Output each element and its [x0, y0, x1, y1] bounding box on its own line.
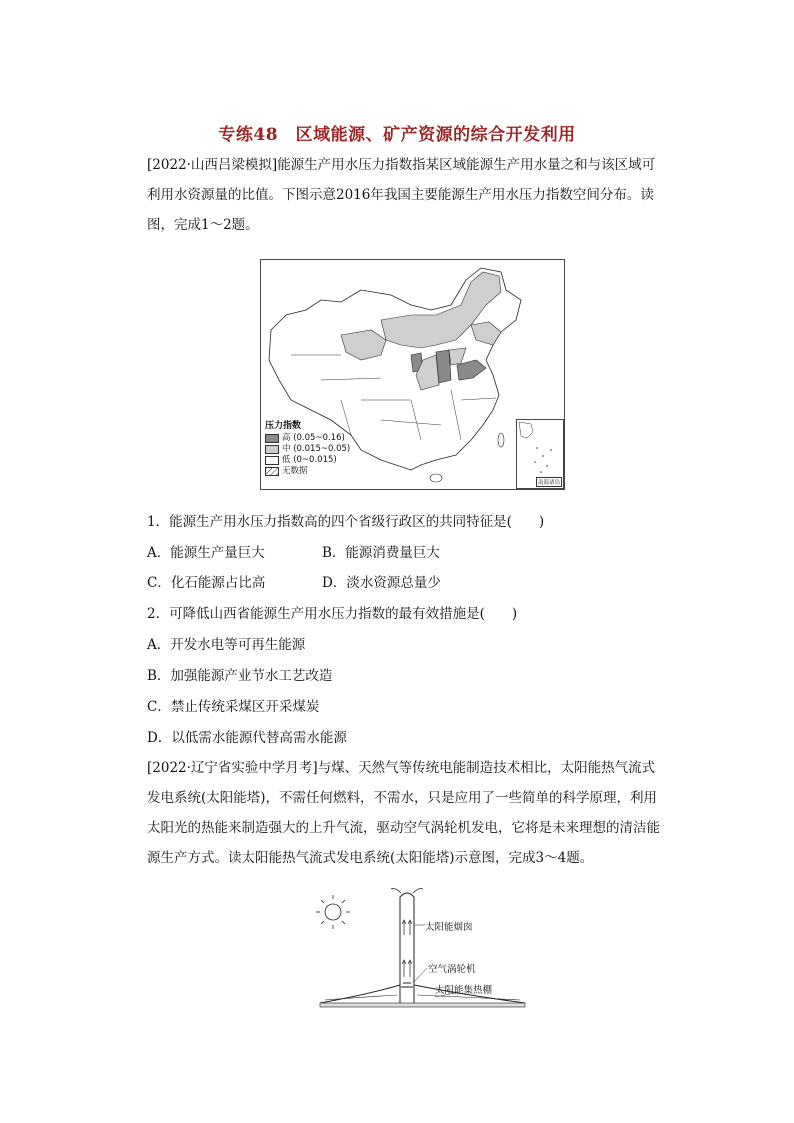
legend-item-high: 高 (0.05~0.16) — [265, 433, 350, 444]
q2-option-d: D．以低需水能源代替高需水能源 — [147, 730, 347, 746]
q1-option-b: B．能源消费量巨大 — [322, 545, 440, 561]
collector-roof — [320, 985, 525, 1003]
q2-option-a: A．开发水电等可再生能源 — [147, 637, 306, 653]
inset-label: 南海诸岛 — [536, 477, 562, 487]
source-tag: [2022·山西吕梁模拟] — [147, 157, 278, 173]
china-map-figure — [260, 259, 565, 490]
question-1-stem: 1．能源生产用水压力指数高的四个省级行政区的共同特征是( ) — [147, 514, 545, 530]
intro-paragraph-1 — [147, 150, 667, 240]
q2-option-b: B．加强能源产业节水工艺改造 — [147, 668, 333, 684]
legend-item-low: 低 (0~0.015) — [265, 455, 350, 466]
south-sea-inset — [516, 419, 564, 489]
collector-label: 太阳能集热棚 — [435, 985, 493, 996]
legend-item-medium: 中 (0.015~0.05) — [265, 444, 350, 455]
solar-tower-svg — [315, 885, 535, 1015]
chimney-label: 太阳能烟囱 — [425, 922, 473, 933]
legend-item-nodata: 无数据 — [265, 466, 350, 477]
turbine-label: 空气涡轮机 — [428, 964, 476, 975]
q1-option-d: D．淡水资源总量少 — [322, 575, 441, 591]
page-title: 专练48 区域能源、矿产资源的综合开发利用 — [218, 125, 576, 145]
turbine — [401, 983, 413, 987]
intro-text-2: 与煤、天然气等传统电能制造技术相比，太阳能热气流式发电系统(太阳能塔)，不需任何燃料，不需水，只是应用了一些简单的科学原理，利用太阳光的热能来制造强大的上升气流，驱动空气涡轮机发电，它将是未来理想的清洁能源生产方式。读太阳能热气流式发电系统(太阳能塔)示意图，完成3～4题。 — [147, 760, 660, 866]
sun-icon — [316, 895, 350, 929]
q1-option-c: C．化石能源占比高 — [147, 575, 266, 591]
solar-tower-diagram — [315, 885, 535, 1015]
question-2-stem: 2．可降低山西省能源生产用水压力指数的最有效措施是( ) — [147, 606, 518, 622]
legend-title: 压力指数 — [265, 421, 302, 431]
intro-paragraph-2 — [147, 753, 667, 873]
q2-option-c: C．禁止传统采煤区开采煤炭 — [147, 699, 320, 715]
map-legend — [265, 421, 350, 477]
source-tag-2: [2022·辽宁省实验中学月考] — [147, 760, 318, 776]
intro-text: 能源生产用水压力指数指某区域能源生产用水量之和与该区域可利用水资源量的比值。下图示意2016年我国主要能源生产用水压力指数空间分布。读图，完成1～2题。 — [147, 157, 656, 233]
q1-option-a: A．能源生产量巨大 — [147, 545, 265, 561]
